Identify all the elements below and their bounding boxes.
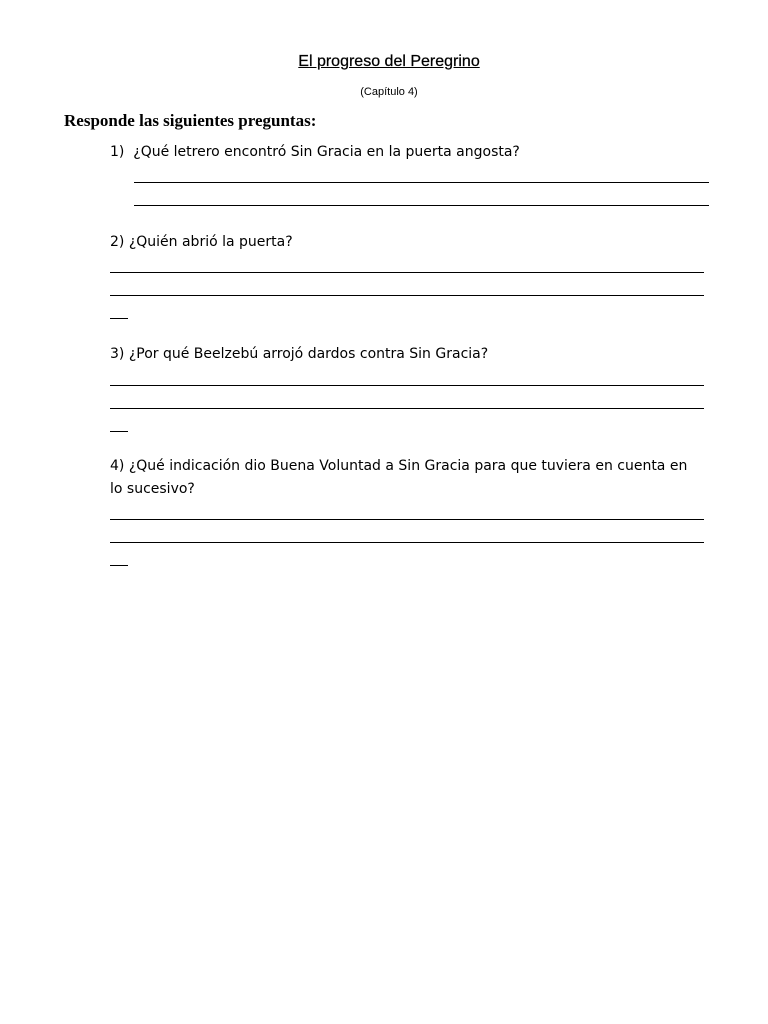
answer-line-4b[interactable]	[110, 542, 704, 543]
question-1-text: ¿Qué letrero encontró Sin Gracia en la puerta angosta?	[133, 144, 520, 160]
answer-line-4c[interactable]	[110, 565, 128, 566]
question-2-number: 2)	[110, 234, 125, 250]
answer-line-4a[interactable]	[110, 519, 704, 520]
answer-line-3a[interactable]	[110, 385, 704, 386]
question-3-text: ¿Por qué Beelzebú arrojó dardos contra Sin Gracia?	[128, 346, 489, 362]
question-4-text-line2: lo sucesivo?	[110, 481, 195, 497]
document-title: El progreso del Peregrino	[298, 53, 480, 70]
question-4-continued	[110, 478, 195, 501]
question-1	[110, 141, 520, 164]
answer-line-3c[interactable]	[110, 431, 128, 432]
question-4	[110, 455, 687, 478]
question-2	[110, 231, 293, 254]
instruction-heading: Responde las siguientes preguntas:	[64, 111, 317, 130]
answer-line-2a[interactable]	[110, 272, 704, 273]
answer-line-1a[interactable]	[134, 182, 709, 183]
question-1-number: 1)	[110, 144, 125, 160]
answer-line-1b[interactable]	[134, 205, 709, 206]
question-2-text: ¿Quién abrió la puerta?	[128, 234, 293, 250]
answer-line-2b[interactable]	[110, 295, 704, 296]
document-subtitle: (Capítulo 4)	[360, 86, 418, 98]
question-3	[110, 343, 488, 366]
question-3-number: 3)	[110, 346, 125, 362]
answer-line-3b[interactable]	[110, 408, 704, 409]
answer-line-2c[interactable]	[110, 318, 128, 319]
question-4-text: ¿Qué indicación dio Buena Voluntad a Sin Gracia para que tuviera en cuenta en	[128, 458, 688, 474]
question-4-number: 4)	[110, 458, 125, 474]
